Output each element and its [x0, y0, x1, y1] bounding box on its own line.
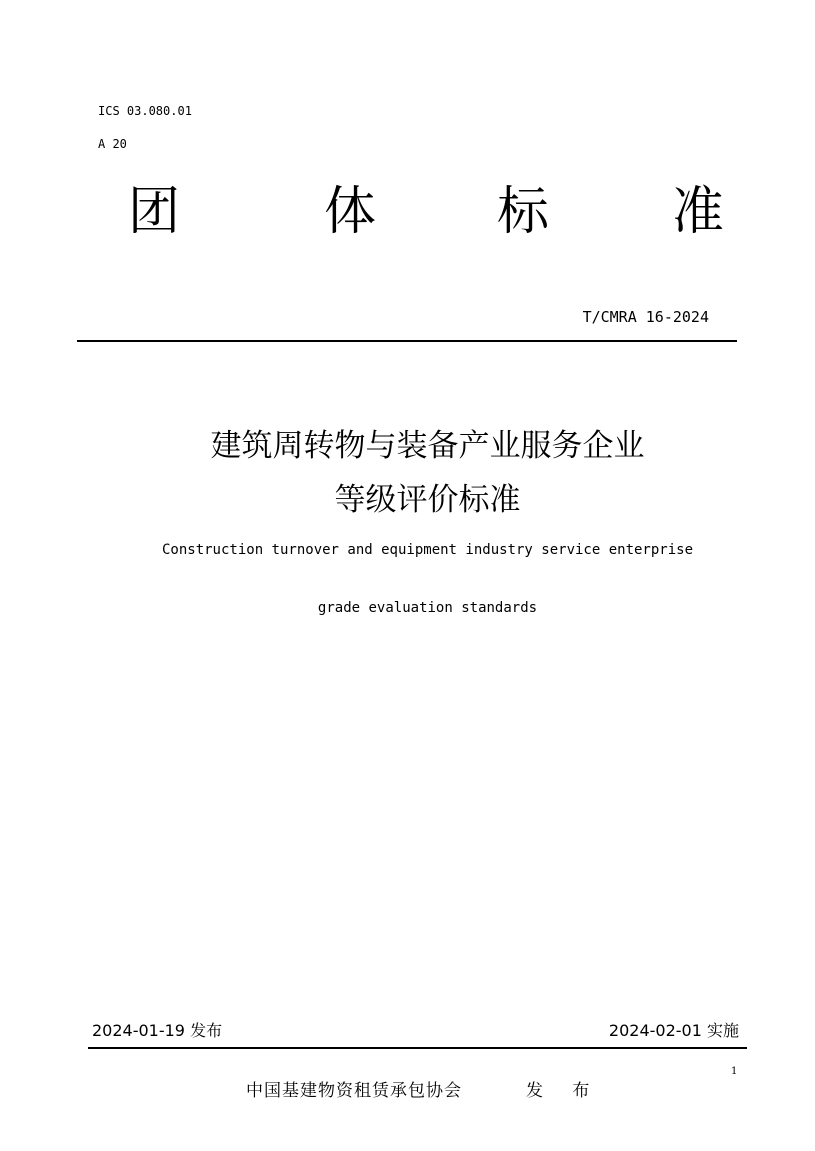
banner-char-3: 标: [497, 182, 550, 242]
page-number: 1: [731, 1066, 738, 1077]
issue-label: 发 布: [526, 1081, 602, 1101]
category-code: A 20: [98, 137, 127, 151]
publish-date: 2024-01-19 发布: [92, 1021, 223, 1040]
banner-char-1: 团: [128, 182, 181, 242]
bottom-divider: [88, 1047, 747, 1049]
ics-code: ICS 03.080.01: [98, 104, 192, 118]
english-title-line-1: Construction turnover and equipment industry service enterprise: [161, 542, 693, 558]
top-divider: [77, 340, 737, 342]
banner-char-2: 体: [324, 182, 377, 242]
title-line-2: 等级评价标准: [334, 482, 521, 518]
issuing-organization: 中国基建物资租赁承包协会: [246, 1081, 462, 1101]
implement-date: 2024-02-01 实施: [608, 1021, 739, 1040]
banner-char-4: 准: [672, 182, 725, 242]
title-line-1: 建筑周转物与装备产业服务企业: [210, 428, 645, 464]
standard-code: T/CMRA 16-2024: [582, 308, 709, 326]
english-title-line-2: grade evaluation standards: [317, 600, 538, 616]
